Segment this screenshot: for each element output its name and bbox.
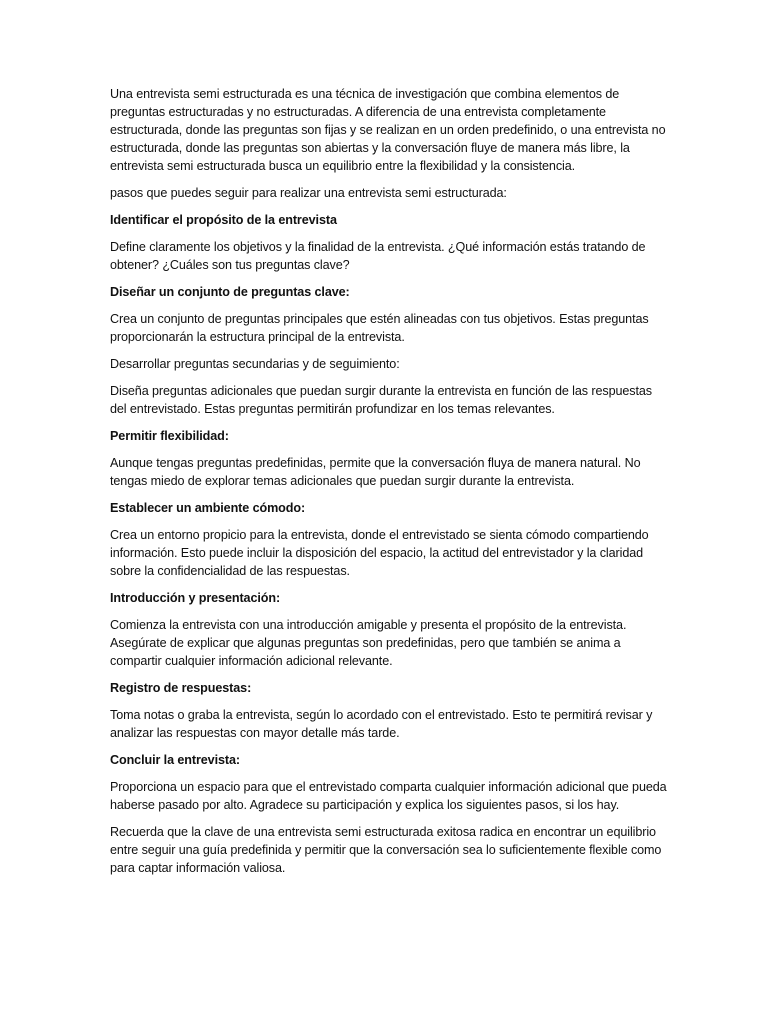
section-heading-recording: Registro de respuestas: <box>110 681 252 695</box>
section-body-environment: Crea un entorno propicio para la entrevista, donde el entrevistado se sienta cómodo compartiendo información. Esto puede incluir la disposición del espacio, la actitud del entrevistador y la claridad sobre la confidencialidad de las respuestas. <box>110 528 649 578</box>
section-heading-secondary-questions: Desarrollar preguntas secundarias y de seguimiento: <box>110 357 400 371</box>
steps-intro: pasos que puedes seguir para realizar una entrevista semi estructurada: <box>110 186 507 200</box>
section-heading-purpose: Identificar el propósito de la entrevista <box>110 213 337 227</box>
section-body-recording: Toma notas o graba la entrevista, según lo acordado con el entrevistado. Esto te permitirá revisar y analizar las respuestas con mayor detalle más tarde. <box>110 708 653 740</box>
section-body-key-questions: Crea un conjunto de preguntas principales que estén alineadas con tus objetivos. Estas preguntas proporcionarán la estructura principal de la entrevista. <box>110 312 649 344</box>
section-body-flexibility: Aunque tengas preguntas predefinidas, permite que la conversación fluya de manera natural. No tengas miedo de explorar temas adicionales que puedan surgir durante la entrevista. <box>110 456 641 488</box>
section-body-secondary-questions: Diseña preguntas adicionales que puedan surgir durante la entrevista en función de las respuestas del entrevistado. Estas preguntas permitirán profundizar en los temas relevantes. <box>110 384 652 416</box>
intro-paragraph: Una entrevista semi estructurada es una técnica de investigación que combina elementos de preguntas estructuradas y no estructuradas. A diferencia de una entrevista completamente estructurada, donde las preguntas son fijas y se realizan en un orden predefinido, o una entrevista no estructurada, donde las preguntas son abiertas y la conversación fluye de manera más libre, la entrevista semi estructurada busca un equilibrio entre la flexibilidad y la consistencia. <box>110 87 666 173</box>
section-body-introduction: Comienza la entrevista con una introducción amigable y presenta el propósito de la entrevista. Asegúrate de explicar que algunas preguntas son predefinidas, pero que también se anima a compartir cualquier información adicional relevante. <box>110 618 627 668</box>
section-heading-environment: Establecer un ambiente cómodo: <box>110 501 306 515</box>
section-heading-conclude: Concluir la entrevista: <box>110 753 240 767</box>
section-heading-introduction: Introducción y presentación: <box>110 591 281 605</box>
section-body-conclude: Proporciona un espacio para que el entrevistado comparta cualquier información adicional que pueda haberse pasado por alto. Agradece su participación y explica los siguientes pasos, si los hay. <box>110 780 667 812</box>
section-heading-key-questions: Diseñar un conjunto de preguntas clave: <box>110 285 350 299</box>
section-body-purpose: Define claramente los objetivos y la finalidad de la entrevista. ¿Qué información estás tratando de obtener? ¿Cuáles son tus preguntas clave? <box>110 240 646 272</box>
conclusion-paragraph: Recuerda que la clave de una entrevista semi estructurada exitosa radica en encontrar un equilibrio entre seguir una guía predefinida y permitir que la conversación sea lo suficientemente flexible como para captar información valiosa. <box>110 825 662 875</box>
section-heading-flexibility: Permitir flexibilidad: <box>110 429 229 443</box>
